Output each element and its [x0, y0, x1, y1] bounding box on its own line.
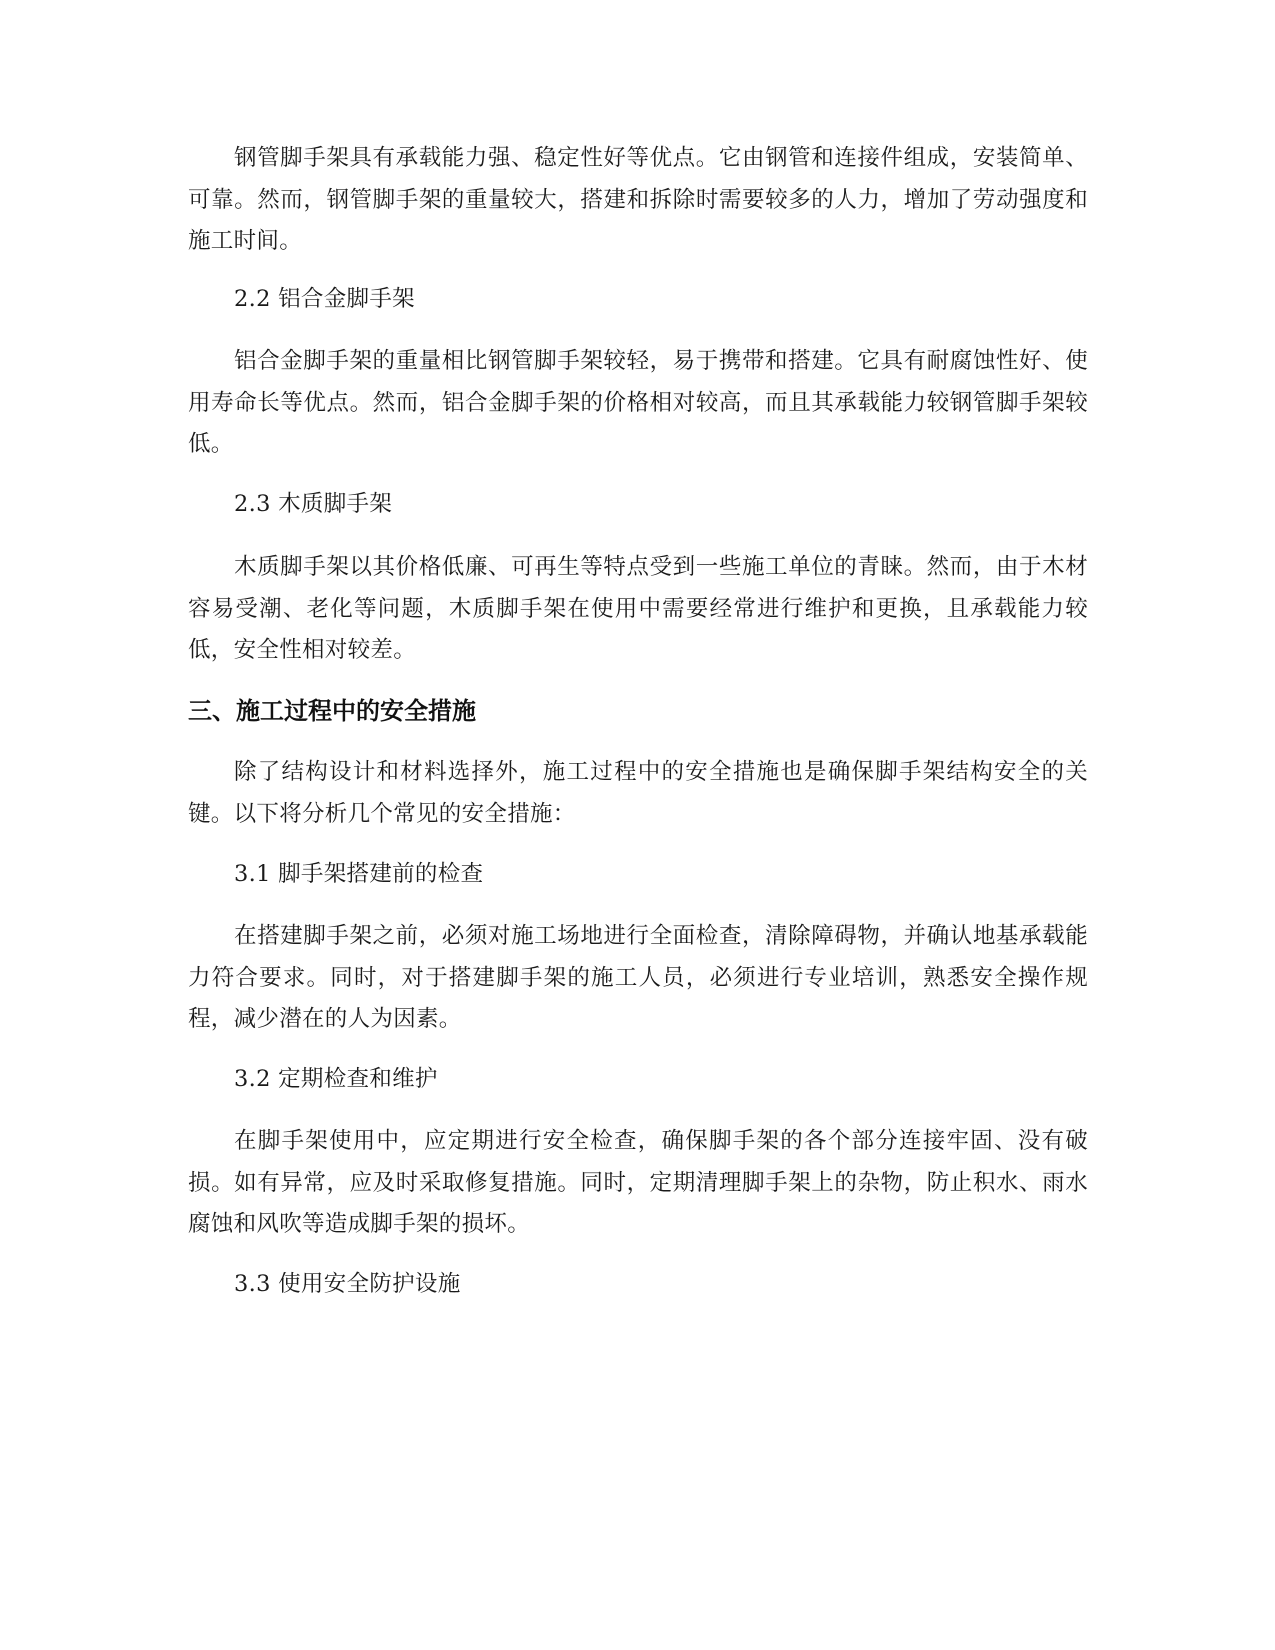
subheading-wood-scaffold	[188, 484, 1088, 526]
section-title: 三、施工过程中的安全措施	[188, 697, 476, 725]
subheading-text: 2.2 铝合金脚手架	[234, 286, 415, 312]
paragraph-text: 在搭建脚手架之前，必须对施工场地进行全面检查，清除障碍物，并确认地基承载能力符合要求。同时，对于搭建脚手架的施工人员，必须进行专业培训，熟悉安全操作规程，减少潜在的人为因素。	[188, 923, 1088, 1032]
paragraph-text: 钢管脚手架具有承载能力强、稳定性好等优点。它由钢管和连接件组成，安装简单、可靠。然而，钢管脚手架的重量较大，搭建和拆除时需要较多的人力，增加了劳动强度和施工时间。	[188, 145, 1088, 254]
paragraph-text: 除了结构设计和材料选择外，施工过程中的安全措施也是确保脚手架结构安全的关键。以下将分析几个常见的安全措施：	[188, 759, 1088, 827]
paragraph-text: 木质脚手架以其价格低廉、可再生等特点受到一些施工单位的青睐。然而，由于木材容易受潮、老化等问题，木质脚手架在使用中需要经常进行维护和更换，且承载能力较低，安全性相对较差。	[188, 554, 1088, 663]
subheading-pre-build-check	[188, 854, 1088, 896]
paragraph-aluminum-scaffold	[188, 341, 1088, 466]
paragraph-wood-scaffold	[188, 547, 1088, 672]
paragraph-regular-maintenance	[188, 1121, 1088, 1246]
section-title-safety-measures	[188, 693, 1088, 729]
paragraph-steel-scaffold	[188, 138, 1088, 263]
subheading-regular-maintenance	[188, 1059, 1088, 1101]
subheading-text: 3.3 使用安全防护设施	[234, 1271, 461, 1297]
subheading-safety-facilities	[188, 1264, 1088, 1306]
subheading-aluminum-scaffold	[188, 279, 1088, 321]
subheading-text: 2.3 木质脚手架	[234, 491, 393, 517]
paragraph-safety-intro	[188, 752, 1088, 835]
subheading-text: 3.2 定期检查和维护	[234, 1066, 438, 1092]
paragraph-text: 在脚手架使用中，应定期进行安全检查，确保脚手架的各个部分连接牢固、没有破损。如有异常，应及时采取修复措施。同时，定期清理脚手架上的杂物，防止积水、雨水腐蚀和风吹等造成脚手架的损坏。	[188, 1128, 1088, 1237]
paragraph-text: 铝合金脚手架的重量相比钢管脚手架较轻，易于携带和搭建。它具有耐腐蚀性好、使用寿命长等优点。然而，铝合金脚手架的价格相对较高，而且其承载能力较钢管脚手架较低。	[188, 348, 1088, 457]
paragraph-pre-build-check	[188, 916, 1088, 1041]
subheading-text: 3.1 脚手架搭建前的检查	[234, 861, 484, 887]
